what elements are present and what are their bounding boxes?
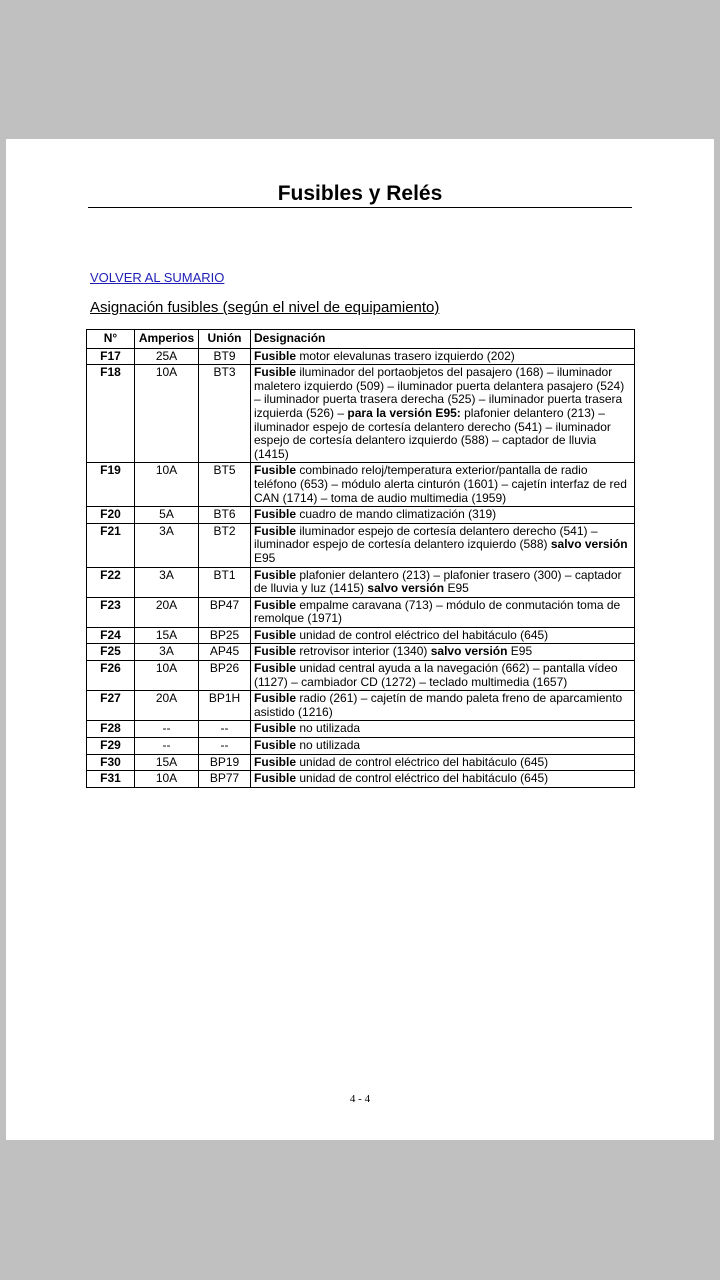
table-row — [87, 627, 635, 644]
fuse-amps-cell: 3A — [135, 567, 199, 597]
table-row — [87, 661, 635, 691]
fuse-designation-cell — [251, 644, 635, 661]
fuse-designation-cell — [251, 463, 635, 507]
designation-emphasis: para la versión E95: — [347, 405, 461, 420]
designation-emphasis: Fusible — [254, 523, 297, 538]
fuse-number-cell: F24 — [87, 627, 135, 644]
designation-emphasis: Fusible — [254, 627, 297, 642]
table-row — [87, 567, 635, 597]
fuse-amps-cell: 10A — [135, 661, 199, 691]
designation-text: E95 — [444, 581, 469, 596]
designation-emphasis: salvo versión — [367, 581, 445, 596]
back-to-summary-link[interactable]: VOLVER AL SUMARIO — [90, 270, 225, 285]
table-row — [87, 644, 635, 661]
designation-emphasis: Fusible — [254, 738, 297, 753]
table-row — [87, 721, 635, 738]
fuse-designation-cell — [251, 627, 635, 644]
table-row — [87, 463, 635, 507]
fuse-union-cell: BT6 — [199, 507, 251, 524]
document-page — [6, 139, 714, 1140]
fuse-union-cell: AP45 — [199, 644, 251, 661]
designation-text: cuadro de mando climatización (319) — [296, 507, 497, 522]
column-header-union: Unión — [199, 330, 251, 349]
column-header-designation: Designación — [251, 330, 635, 349]
fuse-designation-cell — [251, 691, 635, 721]
designation-text: iluminador del portaobjetos del pasajero (168) – iluminador maletero izquierdo (509) – iluminador puerta delantera pasajero (524) – iluminador puerta trasera derecha (525) – iluminador puerta trasera izquierda (526) – — [254, 365, 625, 420]
column-header-amps: Amperios — [135, 330, 199, 349]
fuse-designation-cell — [251, 365, 635, 463]
fuse-union-cell: BP47 — [199, 597, 251, 627]
page-title: Fusibles y Relés — [277, 182, 443, 205]
fuse-designation-cell — [251, 567, 635, 597]
table-row — [87, 754, 635, 771]
table-row — [87, 365, 635, 463]
fuse-number-cell: F30 — [87, 754, 135, 771]
designation-emphasis: Fusible — [254, 754, 297, 769]
fuse-number-cell: F18 — [87, 365, 135, 463]
fuse-number-cell: F27 — [87, 691, 135, 721]
fuse-number-cell: F21 — [87, 523, 135, 567]
fuse-designation-cell — [251, 661, 635, 691]
designation-text: motor elevalunas trasero izquierdo (202) — [296, 348, 515, 363]
fuse-number-cell: F17 — [87, 348, 135, 365]
designation-emphasis: Fusible — [254, 721, 297, 736]
fuse-number-cell: F23 — [87, 597, 135, 627]
fuse-number-cell: F28 — [87, 721, 135, 738]
fuse-union-cell: BP19 — [199, 754, 251, 771]
designation-emphasis: Fusible — [254, 661, 297, 676]
designation-text: unidad de control eléctrico del habitáculo (645) — [296, 771, 549, 786]
designation-emphasis: Fusible — [254, 771, 297, 786]
designation-text: no utilizada — [296, 721, 361, 736]
table-row — [87, 597, 635, 627]
fuse-amps-cell: 15A — [135, 754, 199, 771]
fuse-number-cell: F20 — [87, 507, 135, 524]
fuse-designation-cell — [251, 348, 635, 365]
designation-emphasis: Fusible — [254, 348, 297, 363]
designation-text: plafonier delantero (213) – iluminador espejo de cortesía delantero derecho (541) – iluminador espejo de cortesía delantero izquierdo (588) – captador de lluvia (1415) — [254, 405, 611, 461]
designation-emphasis: Fusible — [254, 691, 297, 706]
column-header-number: N° — [87, 330, 135, 349]
fuse-number-cell: F26 — [87, 661, 135, 691]
designation-text: E95 — [254, 550, 276, 565]
fuse-designation-cell — [251, 738, 635, 755]
fuse-union-cell: BT2 — [199, 523, 251, 567]
designation-text: empalme caravana (713) – módulo de conmutación toma de remolque (1971) — [254, 597, 621, 626]
fuse-designation-cell — [251, 507, 635, 524]
fuse-union-cell: BP26 — [199, 661, 251, 691]
fuse-union-cell: BT5 — [199, 463, 251, 507]
fuse-union-cell: BP25 — [199, 627, 251, 644]
fuse-amps-cell: 20A — [135, 597, 199, 627]
table-row — [87, 507, 635, 524]
fuse-amps-cell: 10A — [135, 365, 199, 463]
fuse-designation-cell — [251, 597, 635, 627]
designation-text: E95 — [507, 644, 533, 659]
designation-emphasis: Fusible — [254, 644, 297, 659]
designation-text: retrovisor interior (1340) — [296, 644, 431, 659]
fuse-union-cell: -- — [199, 738, 251, 755]
designation-emphasis: Fusible — [254, 567, 297, 582]
fuse-amps-cell: 20A — [135, 691, 199, 721]
fuse-designation-cell — [251, 771, 635, 788]
fuse-number-cell: F19 — [87, 463, 135, 507]
fuse-union-cell: -- — [199, 721, 251, 738]
designation-text: radio (261) – cajetín de mando paleta freno de aparcamiento asistido (1216) — [254, 691, 623, 719]
fuse-union-cell: BT9 — [199, 348, 251, 365]
page-number: 4 - 4 — [349, 1093, 371, 1105]
fuse-number-cell: F29 — [87, 738, 135, 755]
designation-emphasis: Fusible — [254, 463, 297, 478]
fuse-table — [86, 329, 635, 788]
fuse-amps-cell: -- — [135, 738, 199, 755]
fuse-union-cell: BT3 — [199, 365, 251, 463]
fuse-amps-cell: 3A — [135, 523, 199, 567]
fuse-number-cell: F25 — [87, 644, 135, 661]
title-underline — [88, 207, 632, 208]
designation-text: unidad central ayuda a la navegación (662) – pantalla vídeo (1127) – cambiador CD (1272) – teclado multimedia (1657) — [254, 661, 618, 689]
fuse-amps-cell: 25A — [135, 348, 199, 365]
table-row — [87, 738, 635, 755]
table-row — [87, 348, 635, 365]
designation-text: no utilizada — [296, 738, 361, 753]
table-row — [87, 523, 635, 567]
table-header-row — [87, 330, 635, 349]
designation-emphasis: salvo versión — [550, 537, 628, 552]
fuse-number-cell: F22 — [87, 567, 135, 597]
table-row — [87, 691, 635, 721]
fuse-amps-cell: 15A — [135, 627, 199, 644]
designation-text: combinado reloj/temperatura exterior/pantalla de radio teléfono (653) – módulo alerta cinturón (1601) – cajetín interfaz de red CAN (1714) – toma de audio multimedia (1959) — [254, 463, 627, 505]
designation-text: iluminador espejo de cortesía delantero derecho (541) – iluminador espejo de cortesía delantero izquierdo (588) — [254, 523, 598, 552]
designation-emphasis: salvo versión — [430, 644, 508, 659]
fuse-designation-cell — [251, 721, 635, 738]
fuse-union-cell: BT1 — [199, 567, 251, 597]
designation-emphasis: Fusible — [254, 507, 297, 522]
fuse-amps-cell: 3A — [135, 644, 199, 661]
fuse-union-cell: BP1H — [199, 691, 251, 721]
section-subtitle: Asignación fusibles (según el nivel de equipamiento) — [90, 299, 440, 316]
fuse-amps-cell: 10A — [135, 463, 199, 507]
designation-emphasis: Fusible — [254, 597, 297, 612]
designation-text: unidad de control eléctrico del habitáculo (645) — [296, 754, 549, 769]
fuse-amps-cell: 10A — [135, 771, 199, 788]
fuse-designation-cell — [251, 754, 635, 771]
designation-text: unidad de control eléctrico del habitáculo (645) — [296, 627, 549, 642]
fuse-number-cell: F31 — [87, 771, 135, 788]
fuse-table-body — [87, 348, 635, 787]
table-row — [87, 771, 635, 788]
fuse-union-cell: BP77 — [199, 771, 251, 788]
fuse-amps-cell: -- — [135, 721, 199, 738]
fuse-designation-cell — [251, 523, 635, 567]
designation-text: plafonier delantero (213) – plafonier trasero (300) – captador de lluvia y luz (1415) — [254, 567, 622, 596]
designation-emphasis: Fusible — [254, 365, 297, 380]
fuse-amps-cell: 5A — [135, 507, 199, 524]
